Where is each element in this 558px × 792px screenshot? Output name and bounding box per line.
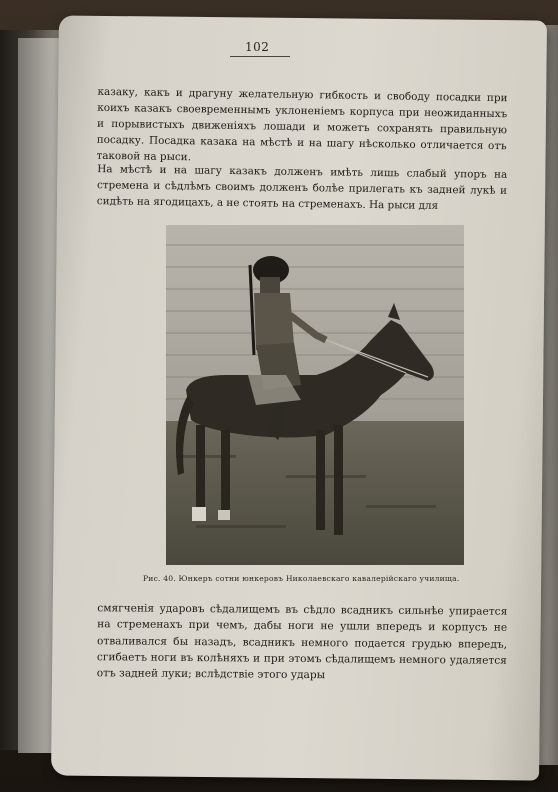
photo-illustration — [166, 225, 464, 565]
paragraph-3: смягченія ударовъ сѣдалищемъ въ сѣдло всадникъ сильнѣе упирается на стременахъ при чемъ, дабы ноги не ушли впередъ и корпусъ не отваливался бы назадъ, всадникъ немного подается грудью впередъ, сгибаетъ ноги въ колѣняхъ и при этомъ сѣдалищемъ немного удаляется отъ задней луки; вслѣдствіе этого удары — [96, 602, 508, 682]
figure-caption: Рис. 40. Юнкеръ сотни юнкеровъ Николаевскаго кавалерійскаго училища. — [143, 574, 460, 583]
grass-ground — [166, 421, 464, 565]
page-number-rule — [230, 56, 290, 57]
cavalry-cadet-photo — [166, 225, 464, 565]
paragraph-2: На мѣстѣ и на шагу казакъ долженъ имѣть лишь слабый упоръ на стремена и сѣдлѣмъ своимъ долженъ болѣе прилегать къ задней лукѣ и сидѣть на ягодицахъ, а не стоять на стременахъ. На рыси для — [96, 163, 508, 212]
paragraph-1: казаку, какъ и драгуну желательную гибкость и свободу посадки при коихъ казакъ своевременнымъ уклоненіемъ корпуса при неожиданныхъ и порывистыхъ движеніяхъ лошади и можетъ сохранять правильную посадку. Посадка казака на мѣстѣ и на шагу нѣсколько отличается отъ таковой на рыси. — [96, 85, 508, 164]
page-number: 102 — [245, 40, 270, 54]
